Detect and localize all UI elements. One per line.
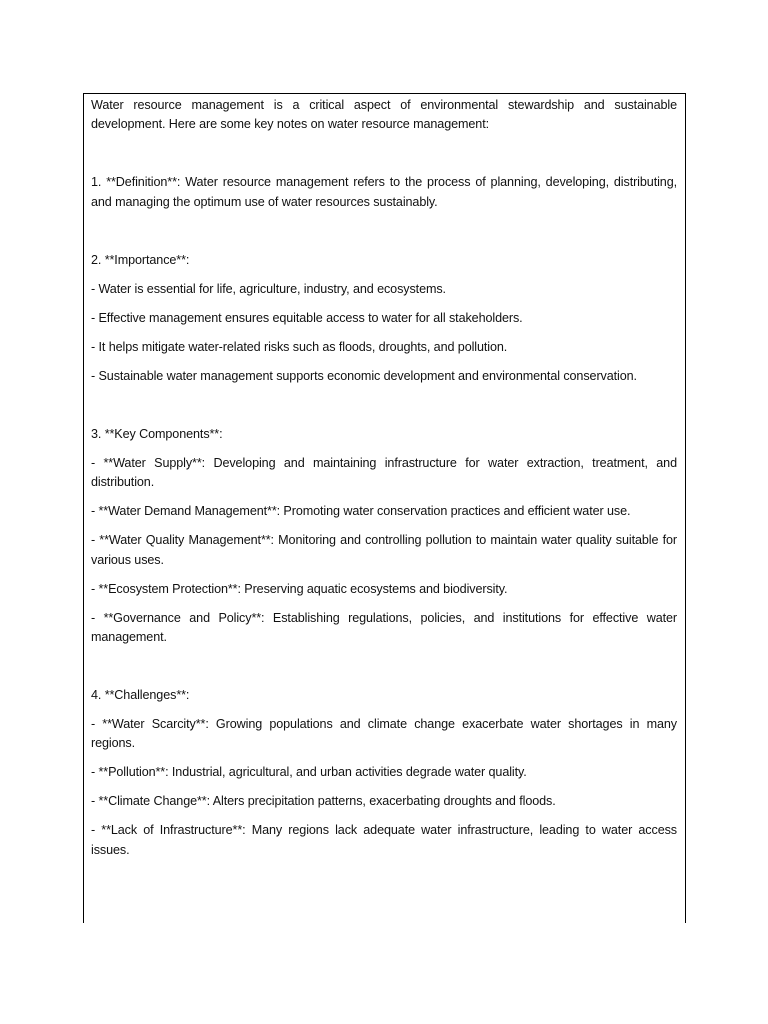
paragraph-gap: [91, 647, 677, 686]
challenges-item: - **Pollution**: Industrial, agricultural, and urban activities degrade water quality.: [91, 765, 527, 780]
challenges-item: - **Climate Change**: Alters precipitation patterns, exacerbating droughts and floods.: [91, 794, 556, 809]
line-gap: [91, 493, 677, 503]
importance-item: - Effective management ensures equitable access to water for all stakeholders.: [91, 310, 523, 325]
line-gap: [91, 705, 677, 715]
components-item: - **Governance and Policy**: Establishing regulations, policies, and institutions for effective water management.: [91, 610, 677, 645]
line-gap: [91, 270, 677, 280]
challenges-heading: 4. **Challenges**:: [91, 688, 190, 703]
line-gap: [91, 444, 677, 454]
importance-heading: 2. **Importance**:: [91, 252, 190, 267]
line-gap: [91, 599, 677, 609]
line-gap: [91, 299, 677, 309]
line-gap: [91, 754, 677, 764]
importance-item: - It helps mitigate water-related risks such as floods, droughts, and pollution.: [91, 339, 508, 354]
paragraph-gap: [91, 212, 677, 251]
paragraph-gap: [91, 135, 677, 174]
intro-paragraph: Water resource management is a critical aspect of environmental stewardship and sustainable development. Here are some key notes on water resource management:: [91, 98, 677, 132]
components-item: - **Water Supply**: Developing and maintaining infrastructure for water extraction, treatment, and distribution.: [91, 455, 677, 490]
line-gap: [91, 357, 677, 367]
definition-paragraph: 1. **Definition**: Water resource management refers to the process of planning, developing, distributing, and managing the optimum use of water resources sustainably.: [91, 175, 677, 209]
paragraph-gap: [91, 386, 677, 425]
line-gap: [91, 812, 677, 822]
line-gap: [91, 570, 677, 580]
components-heading: 3. **Key Components**:: [91, 426, 223, 441]
line-gap: [91, 783, 677, 793]
importance-item: - Sustainable water management supports economic development and environmental conservation.: [91, 368, 637, 383]
line-gap: [91, 522, 677, 532]
importance-item: - Water is essential for life, agriculture, industry, and ecosystems.: [91, 281, 446, 296]
line-gap: [91, 328, 677, 338]
components-item: - **Ecosystem Protection**: Preserving aquatic ecosystems and biodiversity.: [91, 581, 508, 596]
text-box: [83, 93, 686, 923]
challenges-item: - **Water Scarcity**: Growing populations and climate change exacerbate water shortages in many regions.: [91, 717, 677, 751]
components-item: - **Water Demand Management**: Promoting water conservation practices and efficient water use.: [91, 504, 631, 519]
components-item: - **Water Quality Management**: Monitoring and controlling pollution to maintain water quality suitable for various uses.: [91, 533, 677, 567]
challenges-item: - **Lack of Infrastructure**: Many regions lack adequate water infrastructure, leading to water access issues.: [91, 823, 677, 857]
